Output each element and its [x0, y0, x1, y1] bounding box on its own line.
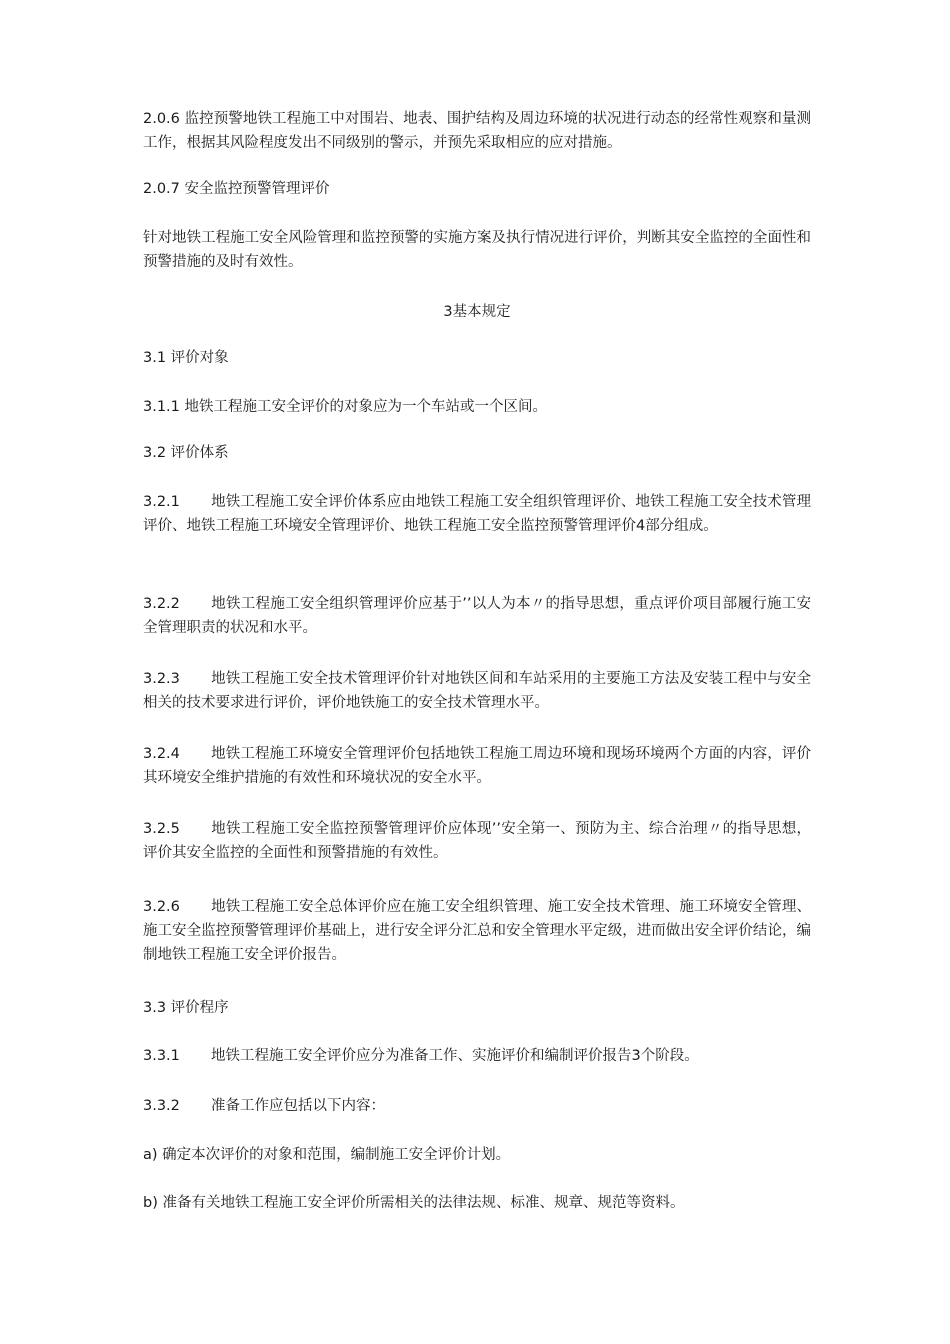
paragraph-3-1-1	[143, 395, 811, 419]
clause-number: 3.1	[143, 350, 167, 366]
paragraph-3-2-1	[143, 490, 811, 538]
clause-text: 安全监控预警管理评价	[184, 181, 330, 197]
clause-text: 地铁工程施工安全组织管理评价应基于’’以人为本〃的指导思想，重点评价项目部履行施工安全管理职责的状况和水平。	[143, 596, 811, 636]
section-heading-3	[143, 300, 811, 324]
clause-number: 3.2.5	[143, 821, 180, 837]
clause-number: 3.2.1	[143, 494, 180, 510]
clause-text: 针对地铁工程施工安全风险管理和监控预警的实施方案及执行情况进行评价，判断其安全监控的全面性和预警措施的及时有效性。	[143, 230, 811, 270]
paragraph-3-2-2	[143, 592, 811, 640]
clause-text: 地铁工程施工安全监控预警管理评价应体现’’安全第一、预防为主、综合治理〃的指导思想，评价其安全监控的全面性和预警措施的有效性。	[143, 821, 811, 861]
list-text: 准备有关地铁工程施工安全评价所需相关的法律法规、标准、规章、规范等资料。	[162, 1195, 685, 1211]
clause-text: 评价对象	[170, 350, 229, 366]
clause-number: 3.3.1	[143, 1048, 180, 1064]
paragraph-3-2-6	[143, 895, 811, 967]
paragraph-2-0-7	[143, 177, 811, 201]
paragraph-2-0-6	[143, 107, 811, 155]
clause-text: 评价体系	[170, 445, 229, 461]
clause-number: 3.1.1	[143, 399, 180, 415]
clause-number: 3.2.2	[143, 596, 180, 612]
clause-number: 3.2	[143, 445, 167, 461]
clause-text: 地铁工程施工安全技术管理评价针对地铁区间和车站采用的主要施工方法及安装工程中与安全相关的技术要求进行评价，评价地铁施工的安全技术管理水平。	[143, 671, 811, 711]
clause-text: 地铁工程施工安全评价的对象应为一个车站或一个区间。	[184, 399, 548, 415]
clause-number: 3.3	[143, 1000, 167, 1016]
clause-text: 评价程序	[170, 1000, 229, 1016]
clause-text: 地铁工程施工安全评价体系应由地铁工程施工安全组织管理评价、地铁工程施工安全技术管理评价、地铁工程施工环境安全管理评价、地铁工程施工安全监控预警管理评价4部分组成。	[143, 494, 811, 534]
clause-number: 3.3.2	[143, 1098, 180, 1114]
list-item-b	[143, 1191, 811, 1215]
heading-3-2	[143, 441, 811, 465]
paragraph-3-3-1	[143, 1044, 811, 1068]
clause-text: 地铁工程施工安全评价应分为准备工作、实施评价和编制评价报告3个阶段。	[211, 1048, 699, 1064]
clause-number: 3.2.6	[143, 899, 180, 915]
clause-text: 监控预警地铁工程施工中对围岩、地表、围护结构及周边环境的状况进行动态的经常性观察和量测工作，根据其风险程度发出不同级别的警示，并预先采取相应的应对措施。	[143, 111, 812, 151]
section-title: 3基本规定	[443, 304, 511, 320]
paragraph-definition	[143, 226, 811, 274]
clause-number: 3.2.3	[143, 671, 180, 687]
paragraph-3-2-5	[143, 817, 811, 865]
clause-number: 3.2.4	[143, 746, 180, 762]
heading-3-3	[143, 996, 811, 1020]
paragraph-3-3-2	[143, 1094, 811, 1118]
clause-number: 2.0.7	[143, 181, 180, 197]
list-marker: a)	[143, 1147, 158, 1163]
clause-text: 地铁工程施工环境安全管理评价包括地铁工程施工周边环境和现场环境两个方面的内容，评价其环境安全维护措施的有效性和环境状况的安全水平。	[143, 746, 811, 786]
clause-text: 地铁工程施工安全总体评价应在施工安全组织管理、施工安全技术管理、施工环境安全管理、施工安全监控预警管理评价基础上，进行安全评分汇总和安全管理水平定级，进而做出安全评价结论，编制地铁工程施工安全评价报告。	[143, 899, 811, 963]
clause-number: 2.0.6	[143, 111, 180, 127]
paragraph-3-2-4	[143, 742, 811, 790]
clause-text: 准备工作应包括以下内容：	[211, 1098, 385, 1114]
list-item-a	[143, 1143, 811, 1167]
list-marker: b)	[143, 1195, 158, 1211]
list-text: 确定本次评价的对象和范围，编制施工安全评价计划。	[162, 1147, 511, 1163]
heading-3-1	[143, 346, 811, 370]
paragraph-3-2-3	[143, 667, 811, 715]
